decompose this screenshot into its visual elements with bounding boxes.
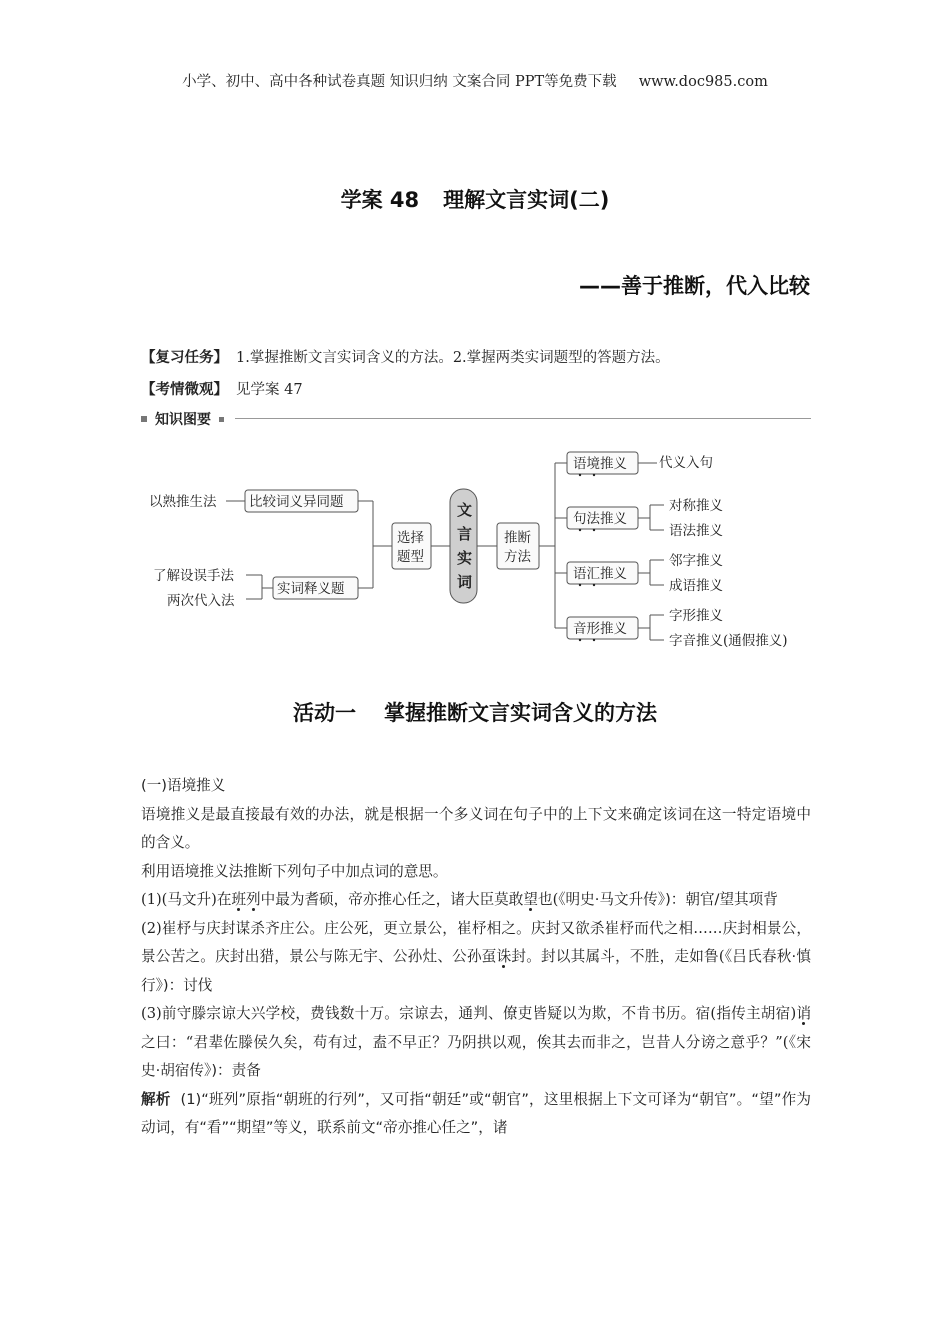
right-item: 音形推义 xyxy=(573,621,627,637)
center-char: 实 xyxy=(457,549,473,567)
title-text: 理解文言实词(二) xyxy=(443,188,610,212)
question-type-line: 选择 xyxy=(397,530,424,546)
source-citation: 《明史·马文升传》 xyxy=(558,891,666,908)
dotted-word: 班 xyxy=(231,891,247,908)
section-body xyxy=(141,772,811,1143)
right-item: 语境推义 xyxy=(573,456,627,472)
section-heading: (一)语境推义 xyxy=(141,777,226,794)
right-note: 语法推义 xyxy=(669,523,723,539)
answer: )：责备 xyxy=(211,1062,261,1079)
analysis-text: (1)“班列”原指“朝班的行列”，又可指“朝廷”或“朝官”，这里根据上下文可译为“朝官”。“望”作为动词，有“看”“期望”等义，联系前文“帝亦推心任之”，诸 xyxy=(141,1090,811,1136)
question-3: (3)前守滕宗谅大兴学校，费钱数十万。宗谅去，通判、僚吏皆疑以为欺，不肯书历。宿(指传主胡宿)诮之曰：“君辈佐滕侯久矣，苟有过，盍不早正？乃阴拱以观，俟其去而非之，岂昔人分谤之意乎？”(《宋史·胡宿传》)：责备 xyxy=(141,1005,812,1079)
exam-tag: 【考情微观】 xyxy=(141,382,228,398)
source-citation: 《宋史·胡宿传》 xyxy=(141,1033,812,1079)
answer: )：讨伐 xyxy=(162,976,213,994)
left-note: 了解设误手法 xyxy=(153,568,234,584)
right-note: 字音推义(通假推义) xyxy=(669,633,788,649)
review-tag: 【复习任务】 xyxy=(141,350,228,366)
right-item: 语汇推义 xyxy=(573,566,627,582)
dotted-word: 诛 xyxy=(496,948,512,965)
title-number: 学案 48 xyxy=(340,188,420,212)
left-item: 实词释义题 xyxy=(277,581,345,597)
source-citation: 《吕氏春秋·慎行》 xyxy=(141,948,811,994)
left-item: 比较词义异同题 xyxy=(249,494,344,510)
exam-text: 见学案 47 xyxy=(236,382,303,398)
page-subtitle: ——善于推断，代入比较 xyxy=(579,274,810,298)
method-line: 方法 xyxy=(504,549,531,565)
center-char: 文 xyxy=(457,501,473,519)
activity-number: 活动一 xyxy=(293,701,356,725)
analysis-label: 解析 xyxy=(141,1090,171,1108)
review-text: 1.掌握推断文言实词含义的方法。2.掌握两类实词题型的答题方法。 xyxy=(236,350,670,366)
left-note: 以熟推生法 xyxy=(149,494,217,510)
banner-url[interactable]: www.doc985.com xyxy=(638,74,768,90)
dotted-word: 列 xyxy=(246,891,261,908)
activity-text: 掌握推断文言实词含义的方法 xyxy=(384,701,657,725)
activity-title xyxy=(0,697,950,727)
answer: )：朝官/望其项背 xyxy=(665,891,778,908)
section-intro: 语境推义是最直接最有效的办法，就是根据一个多义词在句子中的上下文来确定该词在这一特定语境中的含义。 xyxy=(141,805,811,851)
center-char: 词 xyxy=(457,573,473,591)
right-note: 对称推义 xyxy=(669,498,723,514)
left-note: 两次代入法 xyxy=(167,593,235,609)
dotted-word: 诮 xyxy=(796,1005,811,1022)
question-2: (2)崔杼与庆封谋杀齐庄公。庄公死，更立景公，崔杼相之。庆封又欲杀崔杼而代之相……庆封相景公，景公苦之。庆封出猎，景公与陈无宇、公孙灶、公孙虿诛封。封以其属斗，不胜，走如鲁(《吕氏春秋·慎行》)：讨伐 xyxy=(141,919,811,994)
dotted-word: 望 xyxy=(523,891,538,908)
right-note: 成语推义 xyxy=(669,578,723,594)
question-type-line: 题型 xyxy=(397,549,424,565)
right-note: 邻字推义 xyxy=(669,553,723,569)
right-note: 字形推义 xyxy=(669,608,723,624)
section-task: 利用语境推义法推断下列句子中加点词的意思。 xyxy=(141,862,448,880)
analysis xyxy=(141,1086,811,1143)
right-note: 代义入句 xyxy=(659,455,713,471)
banner-text: 小学、初中、高中各种试卷真题 知识归纳 文案合同 PPT等免费下载 xyxy=(182,74,617,90)
right-item: 句法推义 xyxy=(573,511,627,527)
knowledge-map-label: 知识图要 xyxy=(155,412,211,428)
question-1: (1)(马文升)在班列中最为耆硕，帝亦推心任之，诸大臣莫敢望也(《明史·马文升传》)：朝官/望其项背 xyxy=(141,891,778,908)
center-char: 言 xyxy=(457,525,473,543)
method-line: 推断 xyxy=(504,530,531,546)
